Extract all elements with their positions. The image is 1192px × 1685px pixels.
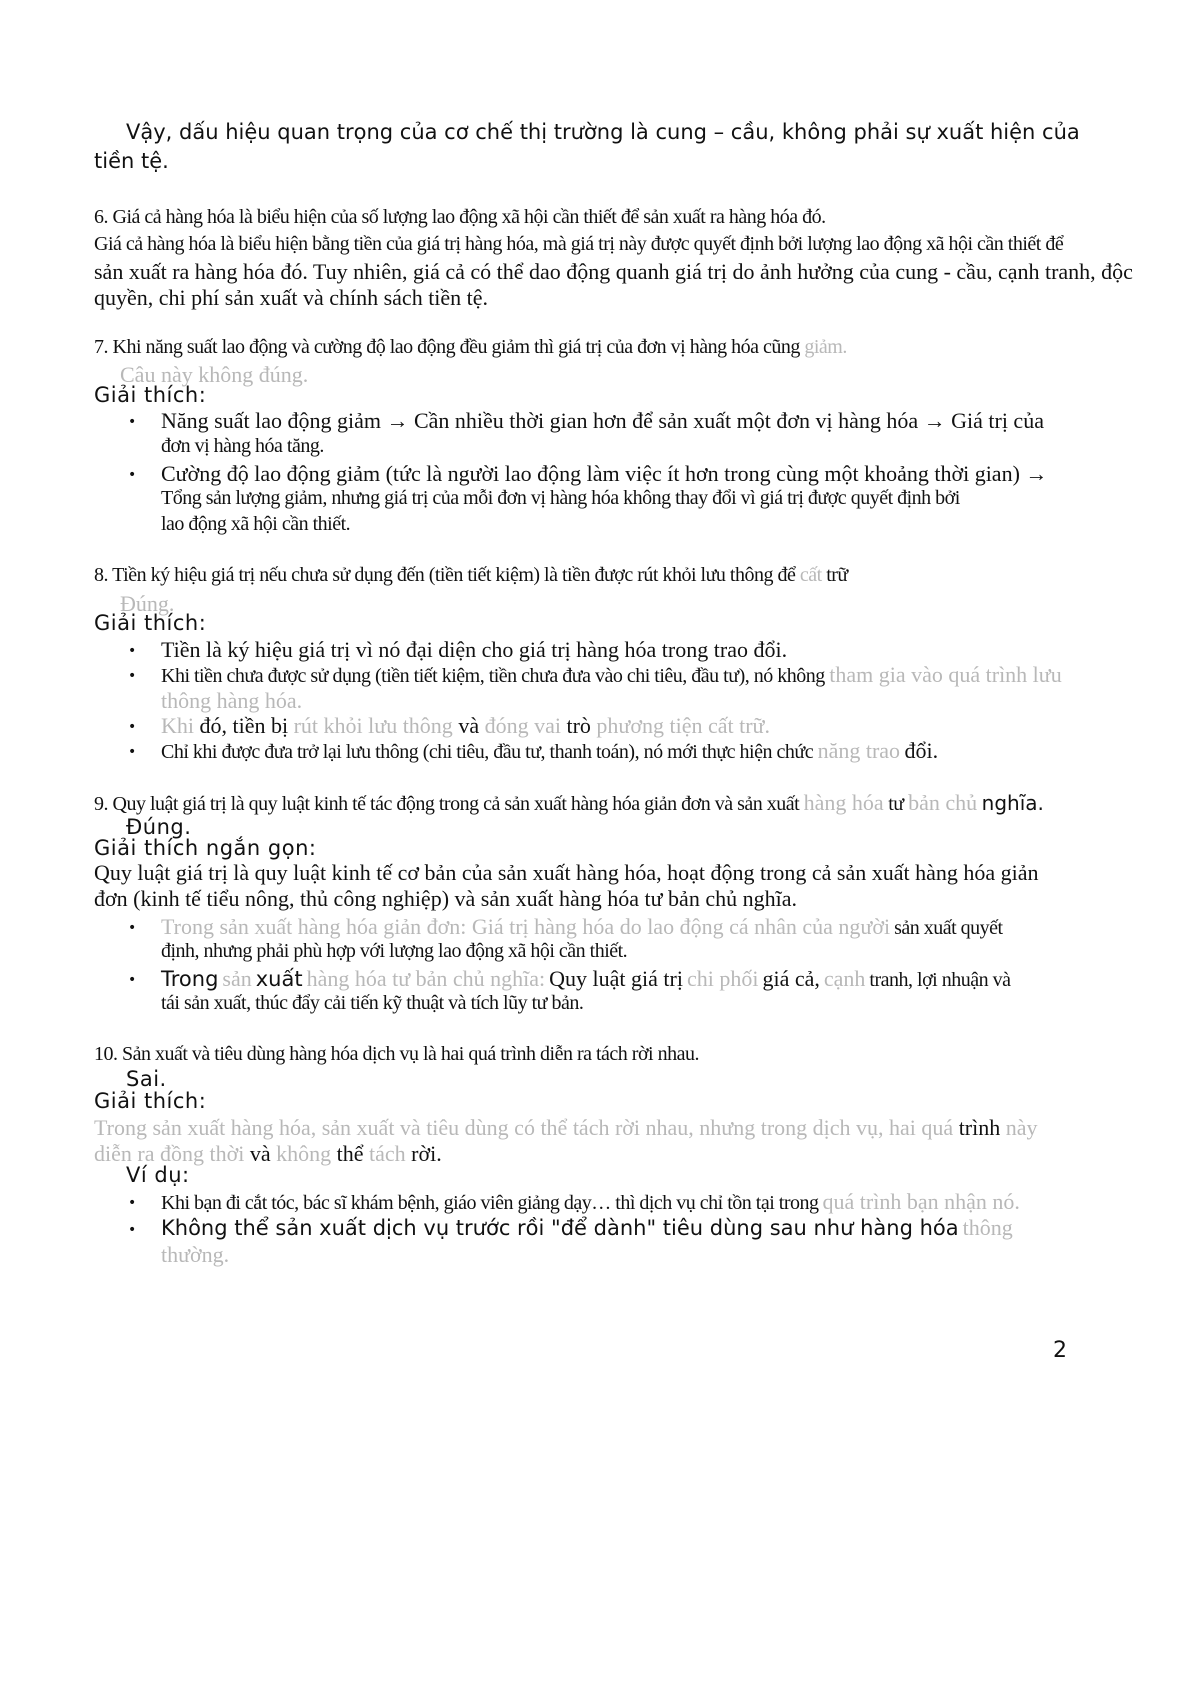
q7-bullet-1-line-2: đơn vị hàng hóa tăng. [161, 435, 324, 457]
q9-paragraph-line-2: đơn (kinh tế tiểu nông, thủ công nghiệp) và sản xuất hàng hóa tư bản chủ nghĩa. [94, 886, 797, 911]
intro-line-1: Vậy, dấu hiệu quan trọng của cơ chế thị trường là cung – cầu, không phải sự xuất hiện của [126, 120, 1080, 144]
q6-question: 6. Giá cả hàng hóa là biểu hiện của số lượng lao động xã hội cần thiết để sản xuất ra hàng hóa đó. [94, 206, 826, 228]
q8-bullet-1: Tiền là ký hiệu giá trị vì nó đại diện cho giá trị hàng hóa trong trao đổi. [161, 637, 788, 662]
q8-explain-label: Giải thích: [94, 611, 207, 635]
q9-bullet-1-line-1: Trong sản xuất hàng hóa giản đơn: Giá trị hàng hóa do lao động cá nhân của người sản xuất quyết [161, 914, 1003, 939]
q10-bullet-1: Khi bạn đi cắt tóc, bác sĩ khám bệnh, giáo viên giảng dạy… thì dịch vụ chỉ tồn tại trong quá trình bạn nhận nó. [161, 1189, 1020, 1214]
q7-bullet-2-line-1: Cường độ lao động giảm (tức là người lao động làm việc ít hơn trong cùng một khoảng thời gian) → [161, 461, 1048, 486]
q8-bullet-3: Khi đó, tiền bị rút khỏi lưu thông và đóng vai trò phương tiện cất trữ. [161, 713, 770, 738]
q7-question: 7. Khi năng suất lao động và cường độ lao động đều giảm thì giá trị của đơn vị hàng hóa cũng giảm. [94, 336, 847, 358]
q9-explain-label: Giải thích ngắn gọn: [94, 836, 317, 860]
bullet-icon: • [128, 467, 137, 483]
bullet-icon: • [128, 1195, 137, 1211]
q9-question: 9. Quy luật giá trị là quy luật kinh tế tác động trong cả sản xuất hàng hóa giản đơn và sản xuất hàng hóa tư bản chủ nghĩa. [94, 790, 1044, 815]
q10-verdict: Sai. [126, 1067, 167, 1091]
q7-explain-label: Giải thích: [94, 383, 207, 407]
bullet-icon: • [128, 920, 137, 936]
q8-question: 8. Tiền ký hiệu giá trị nếu chưa sử dụng đến (tiền tiết kiệm) là tiền được rút khỏi lưu thông để cất trữ [94, 564, 848, 586]
q10-explain-label: Giải thích: [94, 1089, 207, 1113]
intro-line-2: tiền tệ. [94, 149, 169, 173]
q8-bullet-2-line-1: Khi tiền chưa được sử dụng (tiền tiết kiệm, tiền chưa đưa vào chi tiêu, đầu tư), nó không tham gia vào quá trình lưu [161, 662, 1062, 687]
q7-bullet-1-line-1: Năng suất lao động giảm → Cần nhiều thời gian hơn để sản xuất một đơn vị hàng hóa → Giá trị của [161, 408, 1044, 433]
q10-bullet-2-line-2: thường. [161, 1242, 230, 1267]
page-number: 2 [1053, 1338, 1067, 1363]
q8-bullet-2-line-2: thông hàng hóa. [161, 688, 303, 713]
q9-paragraph-line-1: Quy luật giá trị là quy luật kinh tế cơ bản của sản xuất hàng hóa, hoạt động trong cả sản xuất hàng hóa giản [94, 860, 1039, 885]
bullet-icon: • [128, 744, 137, 760]
bullet-icon: • [128, 643, 137, 659]
bullet-icon: • [128, 719, 137, 735]
bullet-icon: • [128, 972, 137, 988]
q6-answer-line-1: Giá cả hàng hóa là biểu hiện bằng tiền của giá trị hàng hóa, mà giá trị này được quyết định bởi lượng lao động xã hội cần thiết để [94, 233, 1064, 255]
q9-bullet-2-line-2: tái sản xuất, thúc đẩy cải tiến kỹ thuật và tích lũy tư bản. [161, 992, 584, 1014]
q8-bullet-4: Chỉ khi được đưa trở lại lưu thông (chi tiêu, đầu tư, thanh toán), nó mới thực hiện chức năng trao đổi. [161, 738, 939, 763]
bullet-icon: • [128, 1222, 137, 1238]
q10-paragraph-line-2: diễn ra đồng thời và không thể tách rời. [94, 1141, 442, 1166]
q10-question: 10. Sản xuất và tiêu dùng hàng hóa dịch vụ là hai quá trình diễn ra tách rời nhau. [94, 1043, 699, 1065]
q7-bullet-2-line-3: lao động xã hội cần thiết. [161, 513, 351, 535]
q10-bullet-2-line-1: Không thể sản xuất dịch vụ trước rồi "để dành" tiêu dùng sau như hàng hóa thông [161, 1215, 1013, 1240]
q9-verdict: Đúng. [126, 815, 192, 839]
q7-bullet-2-line-2: Tổng sản lượng giảm, nhưng giá trị của mỗi đơn vị hàng hóa không thay đổi vì giá trị được quyết định bởi [161, 487, 960, 509]
q7-verdict: Câu này không đúng. [120, 362, 309, 387]
bullet-icon: • [128, 414, 137, 430]
q9-bullet-2-line-1: Trong sản xuất hàng hóa tư bản chủ nghĩa: Quy luật giá trị chi phối giá cả, cạnh tranh, lợi nhuận và [161, 966, 1011, 991]
q10-example-label: Ví dụ: [126, 1163, 190, 1187]
q6-answer-line-2: sản xuất ra hàng hóa đó. Tuy nhiên, giá cả có thể dao động quanh giá trị do ảnh hưởng của cung - cầu, cạnh tranh, độc [94, 259, 1133, 284]
q9-bullet-1-line-2: định, nhưng phải phù hợp với lượng lao động xã hội cần thiết. [161, 940, 628, 962]
q10-paragraph-line-1: Trong sản xuất hàng hóa, sản xuất và tiêu dùng có thể tách rời nhau, nhưng trong dịch vụ, hai quá trình này [94, 1115, 1038, 1140]
q8-verdict: Đúng. [120, 591, 175, 616]
q6-answer-line-3: quyền, chi phí sản xuất và chính sách tiền tệ. [94, 285, 489, 310]
bullet-icon: • [128, 668, 137, 684]
